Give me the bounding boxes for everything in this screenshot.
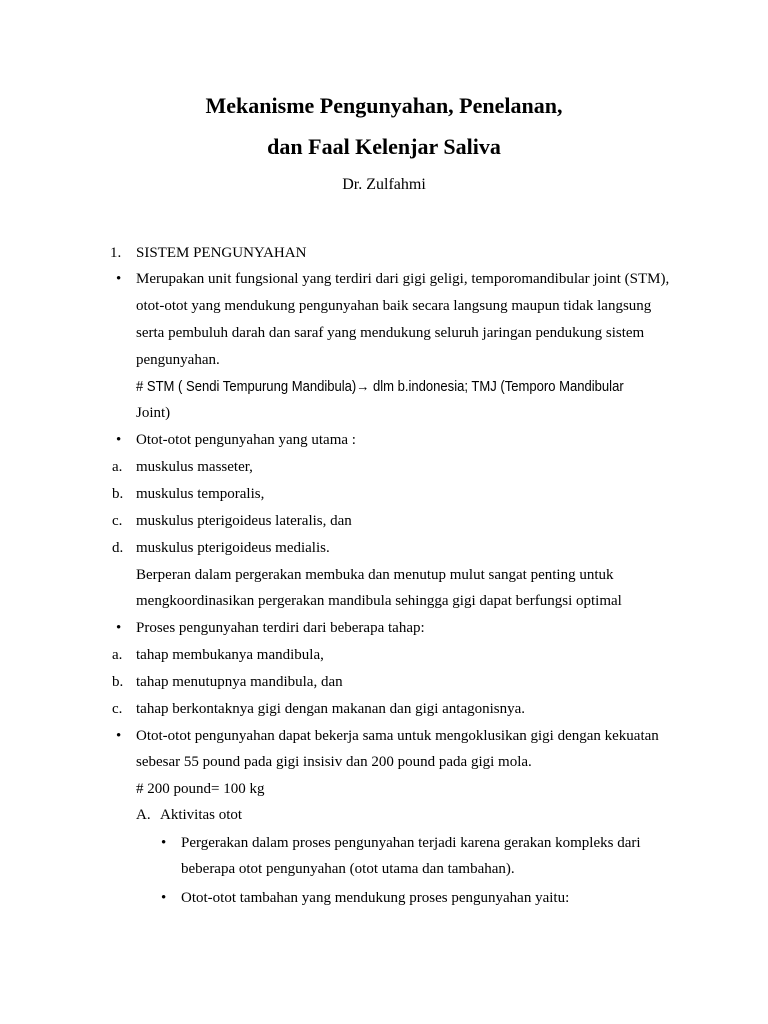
definition-line: serta pembuluh darah dan saraf yang mendukung seluruh jaringan pendukung sistem [136, 325, 645, 341]
list-marker: d. [112, 540, 124, 556]
list-item: muskulus temporalis, [136, 486, 265, 502]
list-item: tahap berkontaknya gigi dengan makanan dan gigi antagonisnya. [136, 701, 526, 717]
bullet-marker: • [116, 620, 122, 636]
stages-intro: Proses pengunyahan terdiri dari beberapa tahap: [136, 620, 425, 636]
document-author: Dr. Zulfahmi [342, 176, 426, 193]
list-item: muskulus pterigoideus medialis. [136, 540, 330, 556]
list-marker: c. [112, 701, 123, 717]
sub-bullet-line: beberapa otot pengunyahan (otot utama dan tambahan). [181, 861, 515, 877]
subsection-marker: A. [136, 807, 151, 823]
muscles-note-line: mengkoordinasikan pergerakan mandibula sehingga gigi dapat berfungsi optimal [136, 593, 622, 609]
section-heading: SISTEM PENGUNYAHAN [136, 245, 307, 261]
definition-line: pengunyahan. [136, 352, 220, 368]
muscles-note-line: Berperan dalam pergerakan membuka dan menutup mulut sangat penting untuk [136, 567, 614, 583]
document-title-line-1: Mekanisme Pengunyahan, Penelanan, [205, 93, 563, 118]
definition-line: Merupakan unit fungsional yang terdiri dari gigi geligi, temporomandibular joint (STM), [136, 271, 670, 287]
list-marker: a. [112, 459, 123, 475]
bullet-marker: • [116, 432, 122, 448]
list-item: muskulus masseter, [136, 459, 253, 475]
sub-bullet-line: Otot-otot tambahan yang mendukung proses pengunyahan yaitu: [181, 890, 570, 906]
force-line: sebesar 55 pound pada gigi insisiv dan 200 pound pada gigi mola. [136, 754, 532, 770]
force-note: # 200 pound= 100 kg [136, 781, 265, 797]
stm-note-line: Joint) [136, 405, 171, 421]
list-marker: b. [112, 674, 124, 690]
sub-bullet-marker: • [161, 890, 167, 906]
definition-line: otot-otot yang mendukung pengunyahan baik secara langsung maupun tidak langsung [136, 298, 652, 314]
sub-bullet-line: Pergerakan dalam proses pengunyahan terjadi karena gerakan kompleks dari [181, 835, 641, 851]
list-marker: b. [112, 486, 124, 502]
list-marker: c. [112, 513, 123, 529]
document-title-line-2: dan Faal Kelenjar Saliva [267, 134, 501, 159]
subsection-heading: Aktivitas otot [160, 807, 243, 823]
section-number: 1. [110, 245, 122, 261]
list-item: muskulus pterigoideus lateralis, dan [136, 513, 352, 529]
bullet-marker: • [116, 728, 122, 744]
force-line: Otot-otot pengunyahan dapat bekerja sama untuk mengoklusikan gigi dengan kekuatan [136, 728, 659, 744]
list-marker: a. [112, 647, 123, 663]
bullet-marker: • [116, 271, 122, 287]
list-item: tahap membukanya mandibula, [136, 647, 324, 663]
list-item: tahap menutupnya mandibula, dan [136, 674, 343, 690]
main-muscles-intro: Otot-otot pengunyahan yang utama : [136, 432, 356, 448]
sub-bullet-marker: • [161, 835, 167, 851]
stm-note-line: # STM ( Sendi Tempurung Mandibula)→ dlm b.indonesia; TMJ (Temporo Mandibular [136, 379, 624, 395]
